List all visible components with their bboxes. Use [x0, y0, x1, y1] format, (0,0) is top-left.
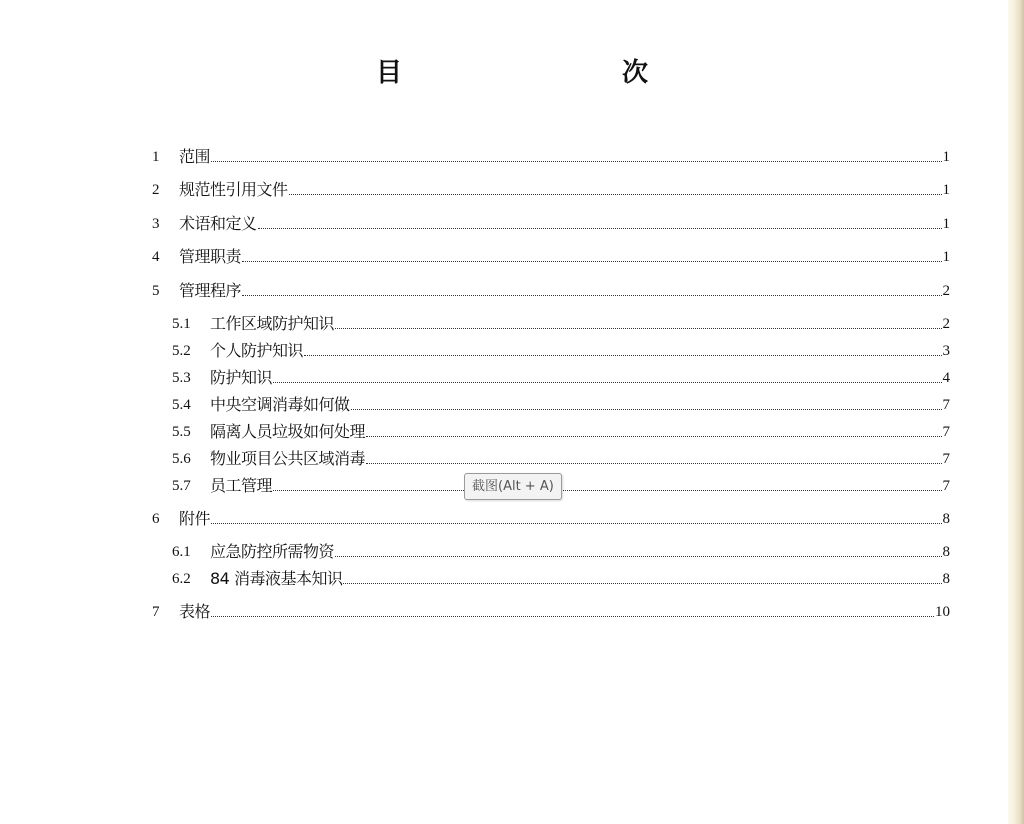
toc-entry-label: 术语和定义: [179, 214, 257, 233]
toc-page-number: 1: [942, 182, 950, 198]
toc-entry[interactable]: [172, 391, 950, 415]
toc-entry[interactable]: [172, 538, 950, 562]
toc-entry-number: 6: [152, 511, 160, 527]
toc-leader-dots: [351, 408, 942, 410]
toc-entry-label: 防护知识: [210, 368, 273, 387]
toc-entry-label: 附件: [179, 509, 211, 528]
toc-entry-label: 表格: [179, 602, 211, 621]
toc-entry-number: 6.1: [172, 544, 191, 560]
toc-leader-dots: [335, 327, 941, 329]
toc-page-number: 2: [942, 316, 950, 332]
toc-entry-number: 5.4: [172, 397, 191, 413]
toc-page-number: 8: [942, 571, 950, 587]
toc-entry-label: 个人防护知识: [210, 341, 304, 360]
toc-entry[interactable]: [172, 364, 950, 388]
toc-entry-label: 规范性引用文件: [179, 180, 288, 199]
toc-leader-dots: [335, 555, 941, 557]
toc-entry[interactable]: [152, 210, 950, 234]
toc-entry-label: 管理职责: [179, 247, 242, 266]
toc-entry-label: 范围: [179, 147, 211, 166]
toc-entry-label: 应急防控所需物资: [210, 542, 335, 561]
toc-page-number: 2: [942, 283, 950, 299]
toc-page-number: 10: [935, 604, 950, 620]
toc-page-number: 7: [942, 478, 950, 494]
toc-entry[interactable]: [152, 505, 950, 529]
toc-entry-number: 3: [152, 216, 160, 232]
toc-page-number: 7: [942, 397, 950, 413]
toc-page-number: 8: [942, 544, 950, 560]
toc-entry[interactable]: [172, 310, 950, 334]
toc-leader-dots: [366, 462, 941, 464]
toc-entry-label: 84 消毒液基本知识: [210, 569, 343, 588]
toc-page-number: 1: [942, 249, 950, 265]
toc-entry[interactable]: [172, 337, 950, 361]
toc-leader-dots: [273, 489, 941, 491]
toc-leader-dots: [242, 294, 941, 296]
toc-leader-dots: [273, 381, 941, 383]
toc-title: 目 次: [375, 58, 704, 88]
toc-entry[interactable]: [152, 598, 950, 622]
toc-entry[interactable]: [152, 243, 950, 267]
toc-leader-dots: [211, 522, 941, 524]
toc-leader-dots: [289, 193, 942, 195]
toc-entry-label: 工作区域防护知识: [210, 314, 335, 333]
toc-page-number: 7: [942, 451, 950, 467]
toc-page-number: 3: [942, 343, 950, 359]
toc-leader-dots: [304, 354, 941, 356]
toc-leader-dots: [258, 227, 942, 229]
toc-entry[interactable]: [172, 565, 950, 589]
toc-entry-number: 1: [152, 149, 160, 165]
toc-entry-label: 中央空调消毒如何做: [210, 395, 350, 414]
toc-page-number: 7: [942, 424, 950, 440]
toc-leader-dots: [211, 160, 941, 162]
toc-leader-dots: [366, 435, 941, 437]
toc-entry[interactable]: [152, 277, 950, 301]
toc-entry-number: 5.1: [172, 316, 191, 332]
toc-entry-number: 2: [152, 182, 160, 198]
toc-page-number: 1: [942, 149, 950, 165]
toc-entry-number: 5.3: [172, 370, 191, 386]
toc-leader-dots: [242, 260, 941, 262]
toc-leader-dots: [343, 582, 941, 584]
toc-entry[interactable]: [152, 143, 950, 167]
toc-entry[interactable]: [152, 176, 950, 200]
toc-entry-label: 管理程序: [179, 281, 242, 300]
window-edge: [1008, 0, 1024, 824]
toc-entry-number: 5: [152, 283, 160, 299]
toc-entry-number: 5.2: [172, 343, 191, 359]
toc-entry-label: 员工管理: [210, 476, 273, 495]
toc-entry-label: 隔离人员垃圾如何处理: [210, 422, 366, 441]
toc-entry-number: 5.7: [172, 478, 191, 494]
toc-entry-number: 5.6: [172, 451, 191, 467]
toc-entry[interactable]: [172, 445, 950, 469]
screenshot-tooltip: 截图(Alt + A): [464, 473, 562, 500]
toc-entry-number: 4: [152, 249, 160, 265]
toc-entry-number: 5.5: [172, 424, 191, 440]
toc-leader-dots: [211, 615, 934, 617]
toc-page-number: 8: [942, 511, 950, 527]
toc-entry-number: 6.2: [172, 571, 191, 587]
toc-page-number: 4: [942, 370, 950, 386]
toc-entry-label: 物业项目公共区域消毒: [210, 449, 366, 468]
toc-entry-number: 7: [152, 604, 160, 620]
toc-entry[interactable]: [172, 418, 950, 442]
toc-page-number: 1: [942, 216, 950, 232]
